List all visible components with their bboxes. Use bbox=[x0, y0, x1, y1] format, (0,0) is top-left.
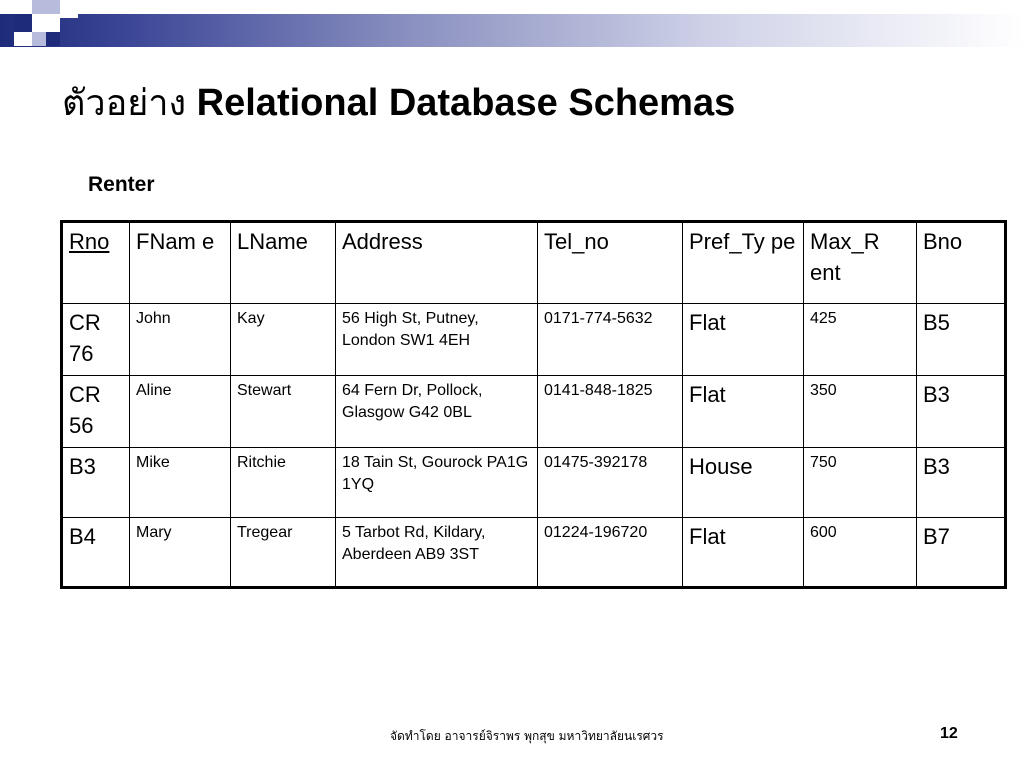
cell-bno: B3 bbox=[917, 376, 1006, 448]
cell-fname: Mary bbox=[130, 518, 231, 588]
cell-tel: 01224-196720 bbox=[538, 518, 683, 588]
cell-address: 64 Fern Dr, Pollock, Glasgow G42 0BL bbox=[336, 376, 538, 448]
table-header-row bbox=[62, 222, 1006, 304]
header-cell-pref-type: Pref_Ty pe bbox=[683, 222, 804, 304]
page-title bbox=[62, 74, 735, 131]
relation-name: Renter bbox=[88, 173, 155, 196]
deco-square bbox=[14, 14, 32, 32]
cell-max-rent: 600 bbox=[804, 518, 917, 588]
cell-bno: B7 bbox=[917, 518, 1006, 588]
cell-tel: 0171-774-5632 bbox=[538, 304, 683, 376]
cell-address: 56 High St, Putney, London SW1 4EH bbox=[336, 304, 538, 376]
cell-address: 18 Tain St, Gourock PA1G 1YQ bbox=[336, 448, 538, 518]
header-cell-lname: LName bbox=[231, 222, 336, 304]
deco-square bbox=[32, 32, 46, 46]
table-row bbox=[62, 518, 1006, 588]
cell-lname: Kay bbox=[231, 304, 336, 376]
cell-address: 5 Tarbot Rd, Kildary, Aberdeen AB9 3ST bbox=[336, 518, 538, 588]
cell-tel: 01475-392178 bbox=[538, 448, 683, 518]
cell-tel: 0141-848-1825 bbox=[538, 376, 683, 448]
deco-square bbox=[32, 14, 60, 32]
header-cell-tel: Tel_no bbox=[538, 222, 683, 304]
cell-pref-type: Flat bbox=[683, 304, 804, 376]
cell-rno: CR 56 bbox=[62, 376, 130, 448]
cell-fname: John bbox=[130, 304, 231, 376]
cell-lname: Ritchie bbox=[231, 448, 336, 518]
header-cell-rno: Rno bbox=[62, 222, 130, 304]
cell-rno: CR 76 bbox=[62, 304, 130, 376]
renter-table bbox=[60, 220, 1007, 589]
cell-lname: Tregear bbox=[231, 518, 336, 588]
cell-pref-type: Flat bbox=[683, 376, 804, 448]
title-thai: ตัวอย่าง bbox=[62, 83, 187, 124]
cell-pref-type: House bbox=[683, 448, 804, 518]
cell-bno: B5 bbox=[917, 304, 1006, 376]
cell-lname: Stewart bbox=[231, 376, 336, 448]
title-english: Relational Database Schemas bbox=[196, 82, 736, 124]
table-row bbox=[62, 376, 1006, 448]
footer-credit: จัดทำโดย อาจารย์จิราพร พุกสุข มหาวิทยาลัยนเรศวร bbox=[390, 729, 664, 743]
cell-max-rent: 350 bbox=[804, 376, 917, 448]
cell-max-rent: 750 bbox=[804, 448, 917, 518]
deco-square bbox=[14, 32, 32, 46]
deco-square bbox=[60, 0, 78, 18]
page-number: 12 bbox=[940, 725, 958, 742]
header-cell-bno: Bno bbox=[917, 222, 1006, 304]
header-cell-fname: FNam e bbox=[130, 222, 231, 304]
cell-bno: B3 bbox=[917, 448, 1006, 518]
header-cell-address: Address bbox=[336, 222, 538, 304]
cell-fname: Mike bbox=[130, 448, 231, 518]
cell-rno: B3 bbox=[62, 448, 130, 518]
cell-pref-type: Flat bbox=[683, 518, 804, 588]
cell-max-rent: 425 bbox=[804, 304, 917, 376]
cell-rno: B4 bbox=[62, 518, 130, 588]
deco-square bbox=[32, 0, 46, 14]
cell-fname: Aline bbox=[130, 376, 231, 448]
table-row bbox=[62, 448, 1006, 518]
deco-square bbox=[46, 0, 60, 14]
table-row bbox=[62, 304, 1006, 376]
deco-square bbox=[46, 32, 60, 46]
header-cell-max-rent: Max_R ent bbox=[804, 222, 917, 304]
header-banner bbox=[0, 14, 1024, 47]
